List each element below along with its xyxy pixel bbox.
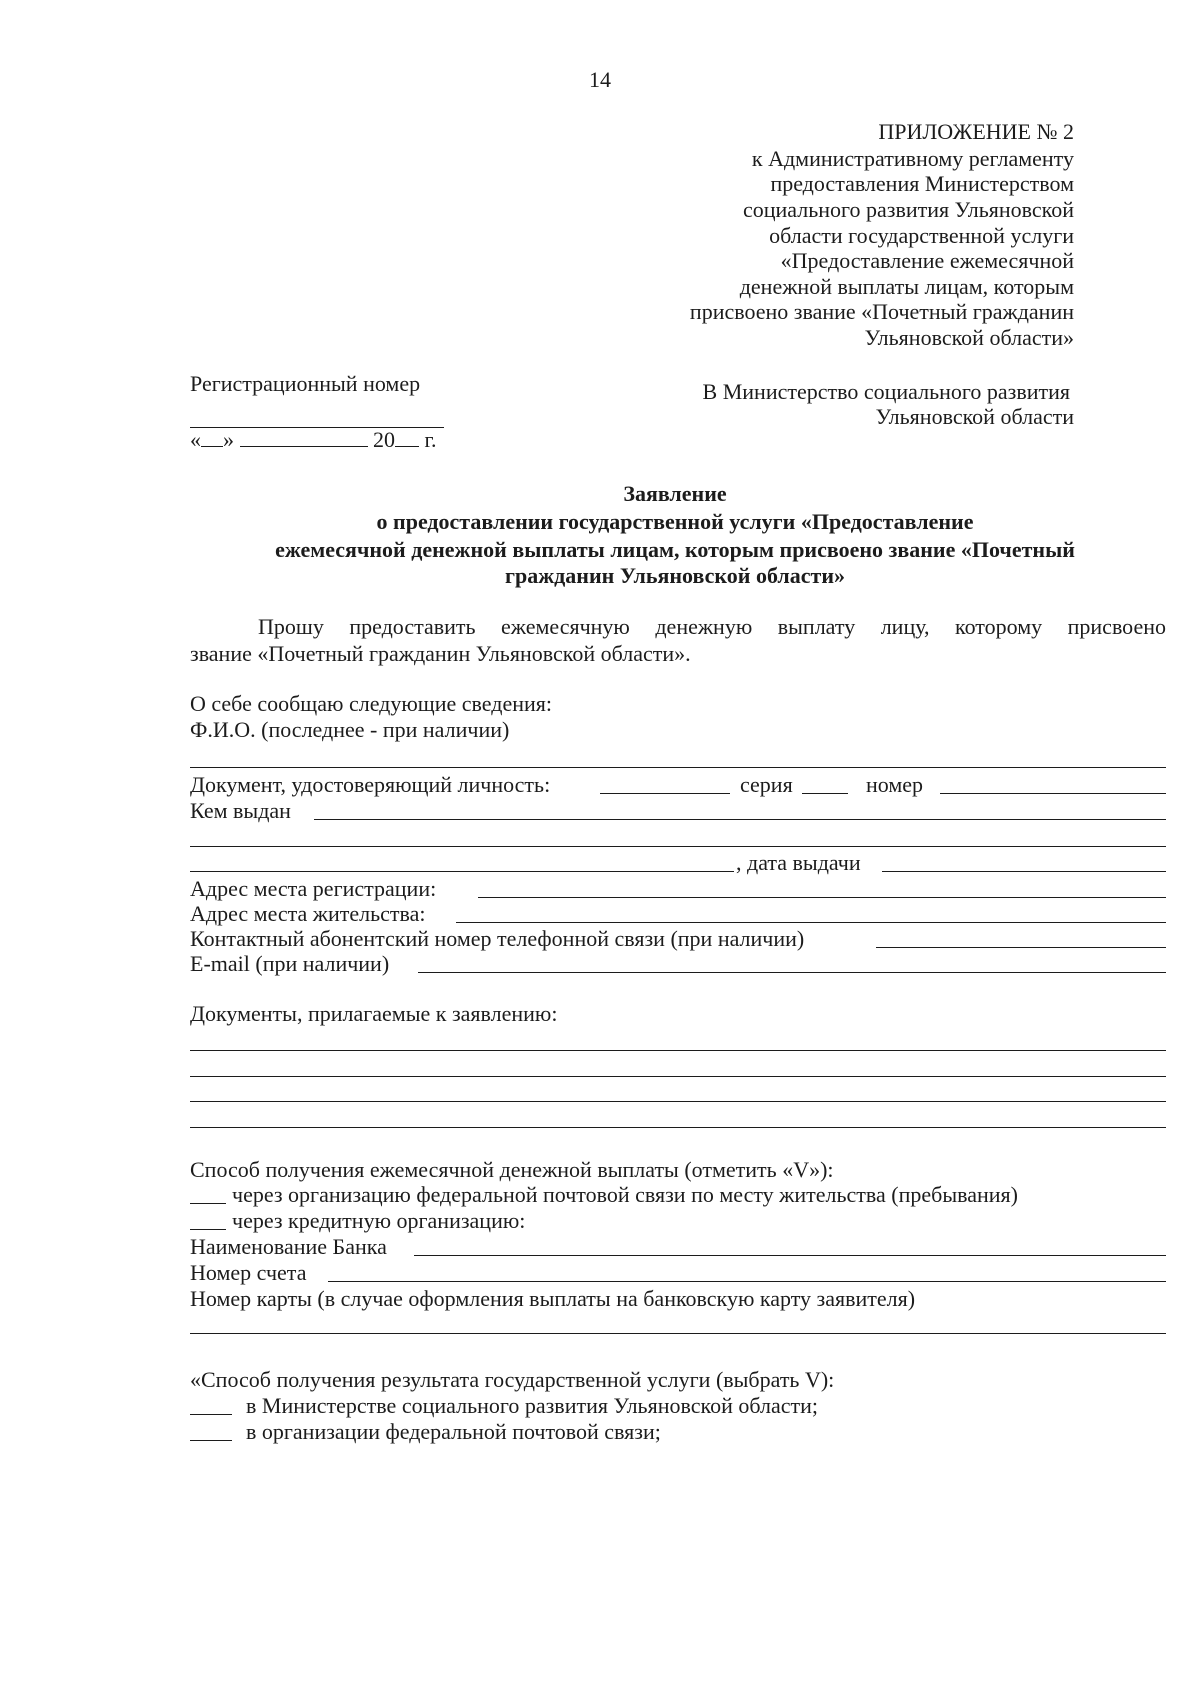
payment-bank-option: через кредитную организацию: xyxy=(232,1208,526,1233)
attachments-field[interactable] xyxy=(190,1076,1166,1077)
attachments-field[interactable] xyxy=(190,1101,1166,1102)
result-post-option: в организации федеральной почтовой связи; xyxy=(246,1419,661,1444)
reg-address-field[interactable] xyxy=(478,897,1166,898)
live-address-label: Адрес места жительства: xyxy=(190,901,426,926)
bank-name-field[interactable] xyxy=(414,1255,1166,1256)
series-label: серия xyxy=(740,772,793,797)
account-label: Номер счета xyxy=(190,1260,307,1285)
payment-bank-checkbox[interactable] xyxy=(190,1229,226,1230)
number-field[interactable] xyxy=(940,793,1166,794)
date-year-prefix: 20 xyxy=(373,427,395,452)
recipient-line: Ульяновской области xyxy=(875,404,1074,429)
appendix-line: «Предоставление ежемесячной xyxy=(780,248,1074,273)
registration-date xyxy=(190,426,437,453)
heading-line: гражданин Ульяновской области» xyxy=(504,563,846,588)
request-text-line: Прошу предоставить ежемесячную денежную выплату лицу, которому присвоено xyxy=(258,614,1166,639)
attachments-field[interactable] xyxy=(190,1127,1166,1128)
page-number: 14 xyxy=(589,67,611,92)
phone-label: Контактный абонентский номер телефонной связи (при наличии) xyxy=(190,926,805,951)
bank-name-label: Наименование Банка xyxy=(190,1234,387,1259)
payment-post-option: через организацию федеральной почтовой связи по месту жительства (пребывания) xyxy=(232,1182,1018,1207)
number-label: номер xyxy=(866,772,924,797)
payment-label: Способ получения ежемесячной денежной выплаты (отметить «V»): xyxy=(190,1157,834,1182)
request-text-line: звание «Почетный гражданин Ульяновской области». xyxy=(190,641,691,666)
date-close-quote: » xyxy=(223,427,234,452)
card-label: Номер карты (в случае оформления выплаты на банковскую карту заявителя) xyxy=(190,1286,916,1311)
result-ministry-option: в Министерстве социального развития Ульяновской области; xyxy=(246,1393,818,1418)
issued-by-field-continued[interactable] xyxy=(190,846,1166,847)
appendix-line: Ульяновской области» xyxy=(864,325,1074,350)
issue-date-label: , дата выдачи xyxy=(736,850,861,875)
date-day-field[interactable] xyxy=(201,428,223,447)
appendix-line: предоставления Министерством xyxy=(770,171,1074,196)
appendix-title: ПРИЛОЖЕНИЕ № 2 xyxy=(878,119,1074,144)
appendix-line: области государственной услуги xyxy=(769,223,1074,248)
fio-label: Ф.И.О. (последнее - при наличии) xyxy=(190,717,510,742)
email-field[interactable] xyxy=(418,972,1166,973)
personal-intro: О себе сообщаю следующие сведения: xyxy=(190,691,553,716)
live-address-field[interactable] xyxy=(456,922,1166,923)
series-field[interactable] xyxy=(802,793,848,794)
issued-by-label: Кем выдан xyxy=(190,798,291,823)
heading-line: ежемесячной денежной выплаты лицам, которым присвоено звание «Почетный xyxy=(275,537,1075,562)
document-label: Документ, удостоверяющий личность: xyxy=(190,772,551,797)
card-field[interactable] xyxy=(190,1333,1166,1334)
document-type-field[interactable] xyxy=(600,793,730,794)
phone-field[interactable] xyxy=(876,947,1166,948)
date-open-quote: « xyxy=(190,427,201,452)
attachments-field[interactable] xyxy=(190,1050,1166,1051)
email-label: E-mail (при наличии) xyxy=(190,951,390,976)
issued-by-field[interactable] xyxy=(314,819,1166,820)
account-field[interactable] xyxy=(328,1281,1166,1282)
recipient-line: В Министерство социального развития xyxy=(702,379,1070,404)
appendix-line: присвоено звание «Почетный гражданин xyxy=(689,299,1074,324)
appendix-line: к Административному регламенту xyxy=(751,146,1074,171)
reg-address-label: Адрес места регистрации: xyxy=(190,876,437,901)
date-year-field[interactable] xyxy=(395,428,419,447)
date-year-suffix: г. xyxy=(424,427,437,452)
result-post-checkbox[interactable] xyxy=(190,1440,232,1441)
fio-field[interactable] xyxy=(190,767,1166,768)
issued-by-field-end[interactable] xyxy=(190,871,734,872)
heading-title: Заявление xyxy=(623,481,727,506)
appendix-line: денежной выплаты лицам, которым xyxy=(739,274,1074,299)
result-ministry-checkbox[interactable] xyxy=(190,1414,232,1415)
attachments-label: Документы, прилагаемые к заявлению: xyxy=(190,1001,558,1026)
issue-date-field[interactable] xyxy=(882,871,1166,872)
appendix-line: социального развития Ульяновской xyxy=(742,197,1074,222)
registration-label: Регистрационный номер xyxy=(190,371,421,396)
date-month-field[interactable] xyxy=(240,428,368,447)
heading-line: о предоставлении государственной услуги «Предоставление xyxy=(376,509,974,534)
payment-post-checkbox[interactable] xyxy=(190,1203,226,1204)
result-label: «Способ получения результата государственной услуги (выбрать V): xyxy=(190,1367,835,1392)
